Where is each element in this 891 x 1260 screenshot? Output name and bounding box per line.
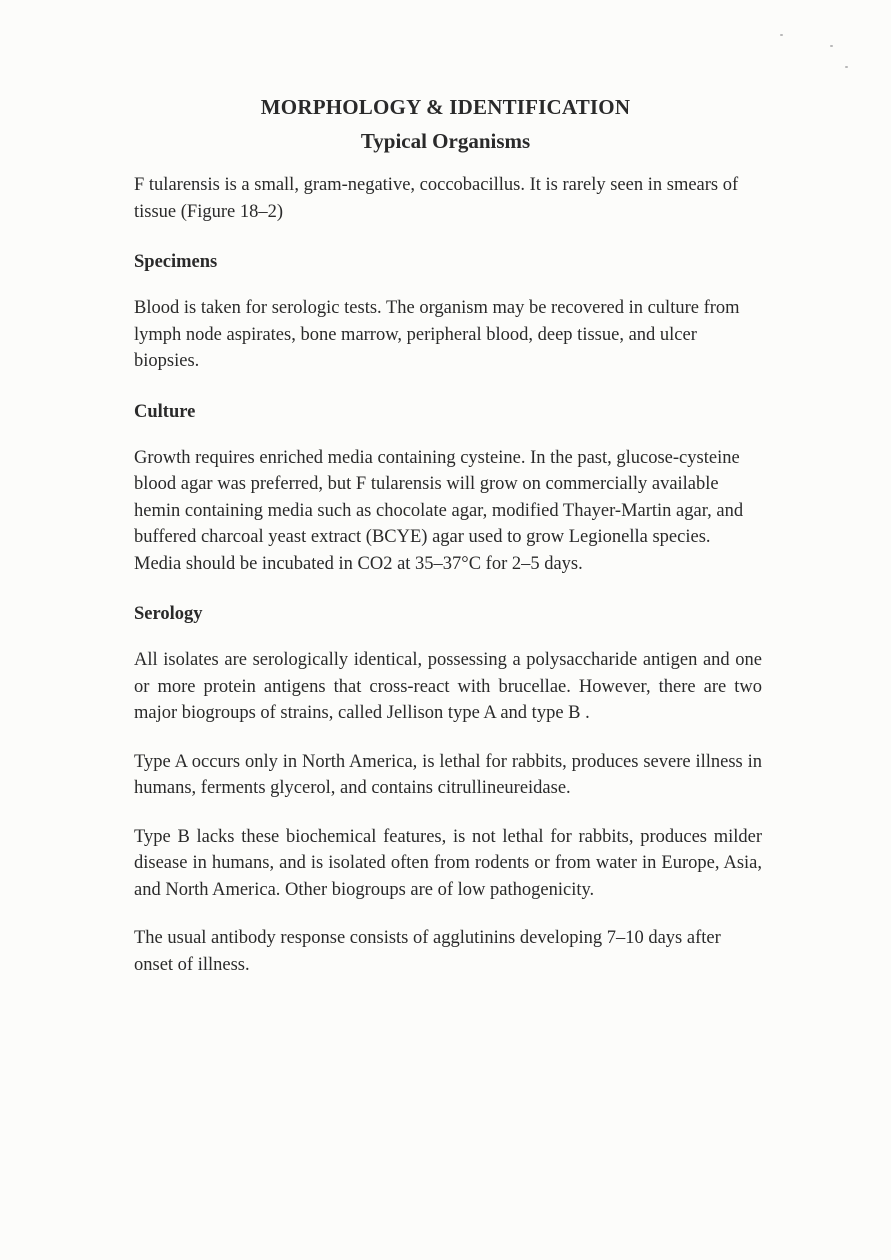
- section-paragraph: Blood is taken for serologic tests. The organism may be recovered in culture from lymph node aspirates, bone marrow, peripheral blood, deep tissue, and ulcer biopsies.: [134, 298, 740, 371]
- scan-speck: [830, 45, 833, 47]
- section-heading: Culture: [134, 401, 196, 422]
- section-paragraph: Growth requires enriched media containing cysteine. In the past, glucose-cysteine blood agar was preferred, but F tularensis will grow on commercially available hemin containing media such as chocolate agar, modified Thayer-Martin agar, and buffered charcoal yeast extract (BCYE) agar used to grow Legionella species. Media should be incubated in CO2 at 35–37°C for 2–5 days.: [134, 447, 744, 574]
- section-heading: Serology: [134, 604, 203, 624]
- document-body: [134, 172, 762, 1000]
- section-heading: Specimens: [134, 252, 218, 272]
- scan-speck: [780, 34, 783, 36]
- section-paragraph: All isolates are serologically identical, possessing a polysaccharide antigen and one or more protein antigens that cross-react with brucellae. However, there are two major biogroups of strains, called Jellison type A and type B .: [134, 650, 762, 723]
- section-culture: [134, 399, 762, 578]
- document-title: MORPHOLOGY & IDENTIFICATION: [260, 95, 631, 119]
- section-serology: [134, 601, 762, 978]
- title-block: [0, 90, 891, 158]
- section-paragraph: Type B lacks these biochemical features, is not lethal for rabbits, produces milder disease in humans, and is isolated often from rodents or from water in Europe, Asia, and North America. Other biogroups are of low pathogenicity.: [134, 826, 762, 900]
- scan-speck: [845, 66, 848, 68]
- section-paragraph: The usual antibody response consists of agglutinins developing 7–10 days after onset of illness.: [134, 928, 721, 975]
- document-subtitle: Typical Organisms: [360, 129, 531, 153]
- intro-paragraph: F tularensis is a small, gram-negative, coccobacillus. It is rarely seen in smears of tissue (Figure 18–2): [134, 175, 739, 222]
- section-paragraph: Type A occurs only in North America, is lethal for rabbits, produces severe illness in humans, ferments glycerol, and contains citrullineureidase.: [134, 751, 762, 798]
- section-specimens: [134, 249, 762, 375]
